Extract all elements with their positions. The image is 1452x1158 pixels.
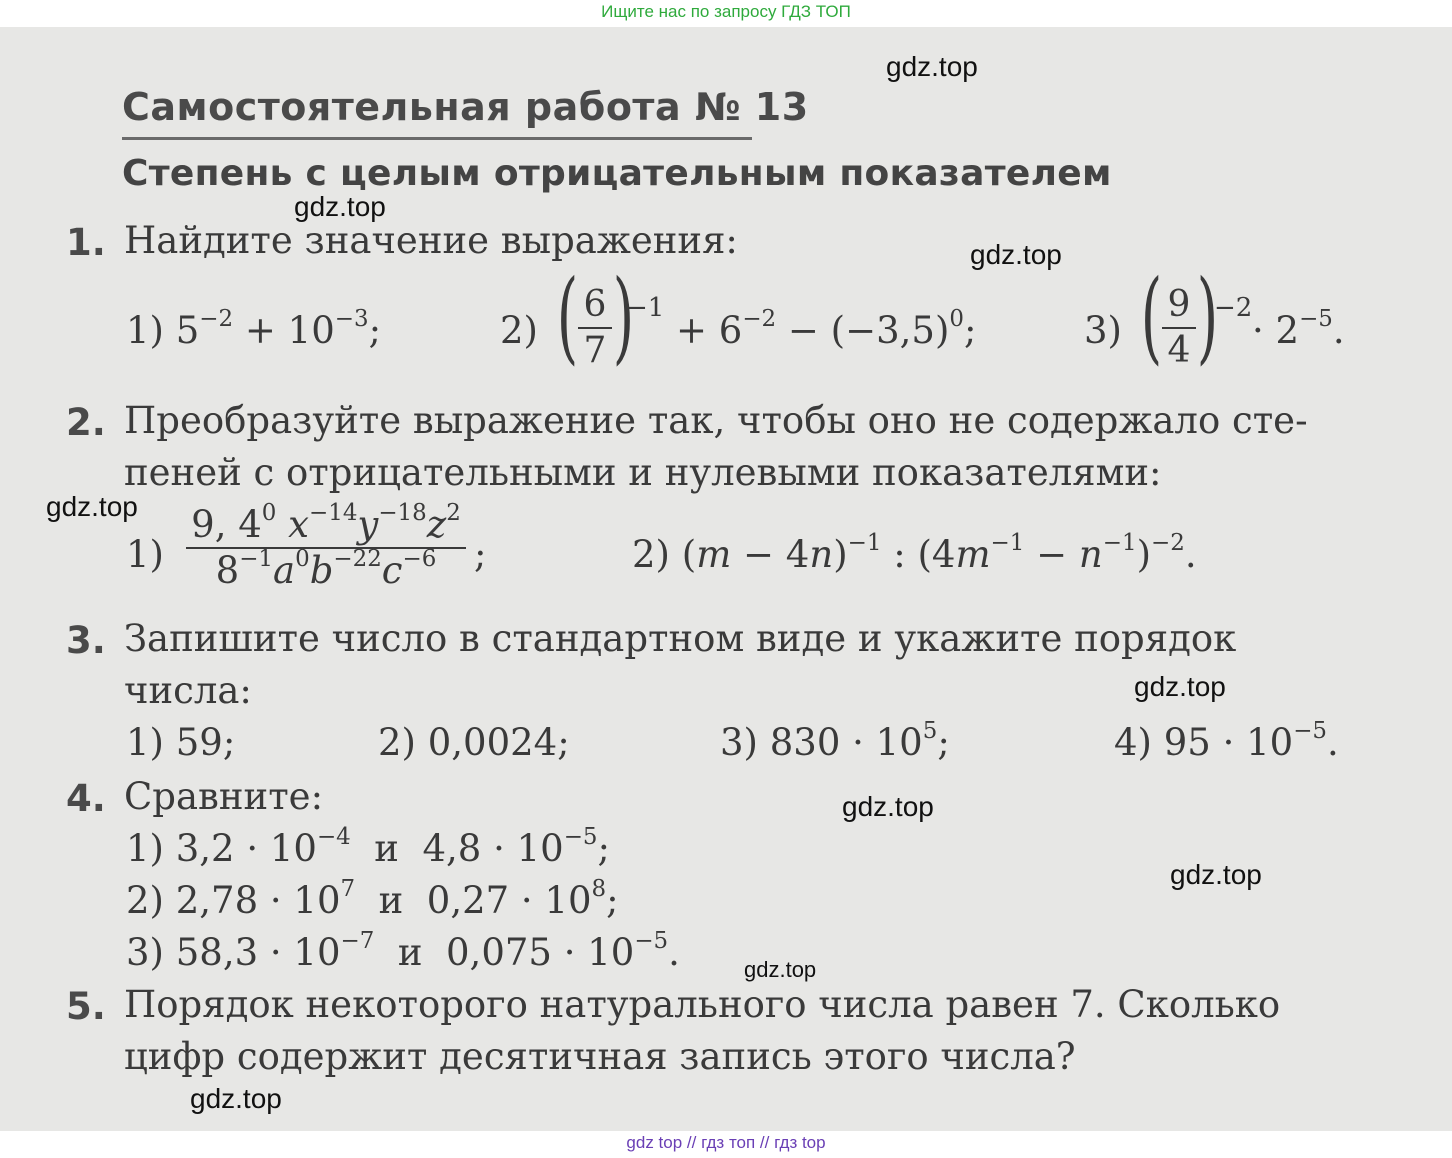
exponent-minus-2: −2 [1214,293,1253,323]
task-2-line-2: пеней с отрицательными и нулевыми показателями: [124,451,1162,494]
left-paren: ( [1140,258,1163,375]
task-3-item-1: 1) 59; [126,721,236,764]
task-2-item-2: 2) $(m - 4n)^{-1}$ : $(4m^{-1} - n^{-1})^{-2}$. [632,530,1197,576]
task-3-line-1: Запишите число в стандартном виде и укажите порядок [124,617,1237,660]
task-1-item-2-rest: + $6^{-2} - (-3,5)^0$; [676,306,977,352]
semicolon: ; [474,533,487,576]
task-4-item-2: 2) $2,78 \cdot 10^7$ и $0,27 \cdot 10^8$; [126,876,619,922]
task-5-line-2: цифр содержит десятичная запись этого числа? [124,1035,1076,1078]
page-title: Самостоятельная работа № 13 [122,85,809,129]
watermark: gdz.top [294,191,386,222]
task-1-item-3-label: 3) [1084,309,1122,352]
right-paren: ) [1196,258,1219,375]
task-2-fraction: 9, $4^0$ $x^{-14}y^{-18}z^2$ $8^{-1}a^0b^{-22}c^{-6}$ [186,503,466,593]
fraction-9-4: 9 4 [1162,285,1196,371]
watermark: gdz.top [886,51,978,82]
task-1-text: Найдите значение выражения: [124,219,738,262]
task-4-number: 4. [66,777,106,820]
watermark: gdz.top [46,491,138,522]
task-4-text: Сравните: [124,775,324,818]
task-5-number: 5. [66,985,106,1028]
watermark: gdz.top [1170,859,1262,890]
task-1-item-3-rest: · $2^{-5}$. [1252,306,1345,352]
task-2-item-1-label: 1) [126,533,164,576]
top-banner: Ищите нас по запросу ГДЗ ТОП [601,2,851,21]
task-2-number: 2. [66,401,106,444]
right-paren: ) [612,258,635,375]
task-4-item-1: 1) $3,2 \cdot 10^{-4}$ и $4,8 \cdot 10^{-5}$; [126,824,610,870]
task-1-number: 1. [66,221,106,264]
bottom-banner: gdz top // гдз топ // гдз top [626,1133,826,1152]
task-4-item-3: 3) $58,3 \cdot 10^{-7}$ и $0,075 \cdot 10^{-5}$. [126,928,680,974]
watermark: gdz.top [1134,671,1226,702]
task-3-item-4: 4) $95 \cdot 10^{-5}$. [1114,718,1339,764]
exponent-minus-1: −1 [626,293,665,323]
task-1-item-1: 1) $5^{-2} + 10^{-3}$; [126,306,382,352]
task-3-item-2: 2) 0,0024; [378,721,570,764]
task-2-line-1: Преобразуйте выражение так, чтобы оно не содержало сте- [124,399,1308,442]
task-3-item-3: 3) $830 \cdot 10^5$; [720,718,950,764]
watermark: gdz.top [190,1083,282,1114]
task-5-line-1: Порядок некоторого натурального числа равен 7. Сколько [124,983,1281,1026]
watermark: gdz.top [842,791,934,822]
title-underline [122,137,752,140]
task-3-number: 3. [66,619,106,662]
task-3-line-2: числа: [124,669,252,712]
page-subtitle: Степень с целым отрицательным показателем [122,153,1112,194]
watermark: gdz.top [744,957,817,982]
left-paren: ( [556,258,579,375]
task-1-item-2-label: 2) [500,309,538,352]
watermark: gdz.top [970,239,1062,270]
worksheet [0,27,1452,1131]
fraction-6-7: 6 7 [578,285,612,371]
